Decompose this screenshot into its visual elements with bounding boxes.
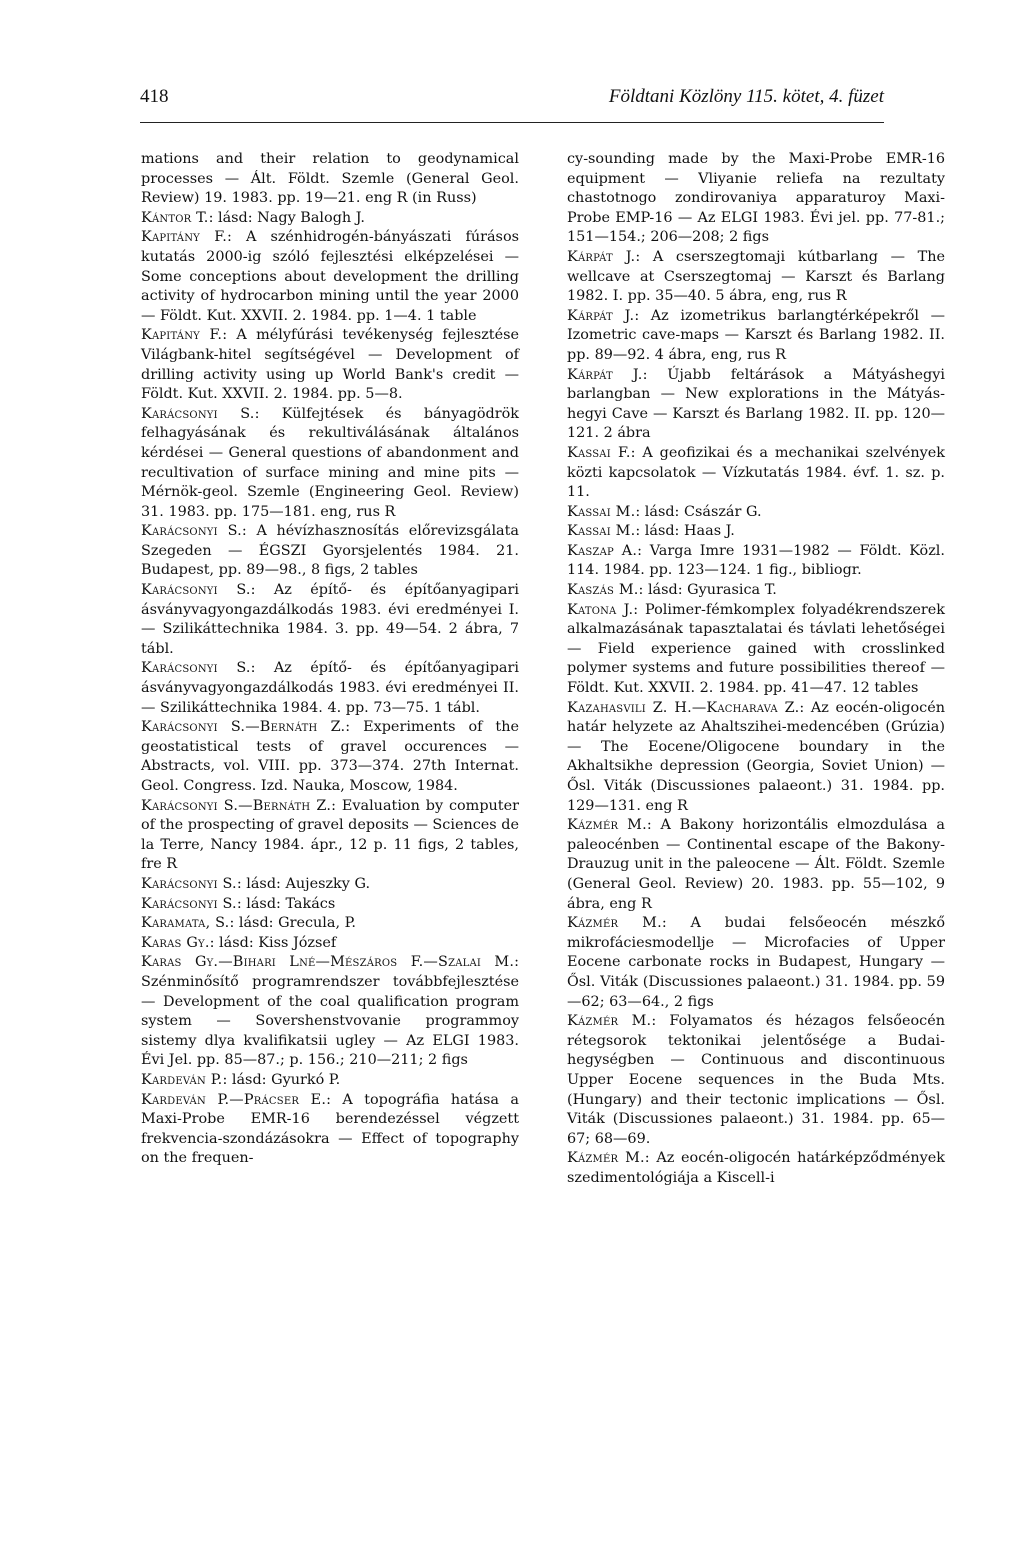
bibliography-entry [567,248,945,307]
bibliography-entry [567,601,945,699]
page-number: 418 [140,86,169,107]
bibliography-entry [567,1149,945,1188]
entry-text: : lásd: Nagy Balogh J. [208,209,365,226]
bibliography-entry [141,1071,519,1091]
running-title: Földtani Közlöny 115. kötet, 4. füzet [608,86,884,107]
entry-author: Karácsonyi S.—Bernáth Z. [141,719,346,736]
bibliography-entry [141,326,519,404]
entry-author: Kassai M. [567,523,636,540]
entry-text: : Az eocén-oligocén határ helyzete az Ahaltszihei-medencében (Grúzia) — The Eocene/Oligocene boundary in the Akhaltsikhe depression (Georgia, Soviet Union) — Ősl. Viták (Discussiones palaeont.) 31. 1984. pp. 129—131. eng R [567,699,945,814]
entry-text: : Újabb feltárások a Mátyáshegyi barlangban — New explorations in the Mátyás-hegyi Cave — Karszt és Barlang 1982. II. pp. 120—121. 2 ábra [567,366,946,442]
bibliography-entry [567,914,945,1012]
entry-author: Karácsonyi S. [141,405,255,422]
entry-text: : Polimer-fémkomplex folyadékrendszerek alkalmazásának tapasztalatai és távlati lehetőségei — Field experience gained with crosslinked polymer systems and future possibilities thereof — Földt. Kut. XXVII. 2. 1984. pp. 41—47. 12 tables [567,601,946,697]
bibliography-entry [141,209,519,229]
entry-text: : lásd: Aujeszky G. [236,875,371,892]
entry-author: Katona J. [567,601,634,618]
entry-text: : Az építő- és építőanyagipari ásványvagyongazdálkodás 1983. évi eredményei II. — Szilikáttechnika 1984. 4. pp. 73—75. 1 tábl. [141,660,519,716]
bibliography-entry [141,659,519,718]
entry-author: Karas Gy. [141,934,210,951]
bibliography-entry [567,366,945,444]
bibliography-entry [141,797,519,875]
entry-text: : lásd: Haas J. [635,523,735,540]
entry-author: Kaszás M. [567,582,639,599]
entry-author: Kázmér M. [567,1013,652,1030]
bibliography-entry [141,150,519,209]
bibliography-entry [567,542,945,581]
entry-text: : lásd: Császár G. [635,503,762,520]
bibliography-entry [567,1012,945,1149]
bibliography-entry [141,914,519,934]
entry-author: Kázmér M. [567,1150,645,1167]
entry-author: Karácsonyi S. [141,582,251,599]
entry-text: : A hévízhasznosítás előrevizsgálata Szegeden — ÉGSZI Gyorsjelentés 1984. 21. Budapest, pp. 89—98., 8 figs, 2 tables [141,523,519,579]
entry-text: : Evaluation by computer of the prospecting of gravel deposits — Sciences de la Terre, Nancy 1984. ápr., 12 p. 11 figs, 2 tables, fre R [141,797,520,873]
entry-author: Kázmér M. [567,817,647,834]
bibliography-entry [567,503,945,523]
bibliography-entry [567,522,945,542]
bibliography-entry [141,953,519,1071]
entry-text: : A Bakony horizontális elmozdulása a paleocénben — Continental escape of the Bakony-Drauzug unit in the paleocene — Ált. Földt. Szemle (General Geol. Review) 20. 1983. pp. 55—102, 9 ábra, eng R [567,817,945,912]
entry-text: : Az építő- és építőanyagipari ásványvagyongazdálkodás 1983. évi eredményei I. — Szilikáttechnika 1984. 3. pp. 49—54. 2 ábra, 7 tábl. [141,582,519,657]
entry-author: Karácsonyi S. [141,523,242,540]
entry-text: : Folyamatos és hézagos felsőeocén rétegsorok tektonikai jelentősége a Budai-hegységben — Continuous and discontinuous Upper Eocene sequences in the Buda Mts. (Hungary) and their tectonic implications — Ősl. Viták (Discussiones palaeont.) 31. 1984. pp. 65—67; 68—69. [567,1013,945,1147]
bibliography-entry [567,699,945,817]
entry-author: Kapitány F. [141,229,227,246]
bibliography-entry [567,581,945,601]
entry-text: : lásd: Gyurasica T. [638,582,777,599]
entry-text: : Az izometrikus barlangtérképekről — Izometric cave-maps — Karszt és Barlang 1982. II. pp. 89—92. 4 ábra, eng, rus R [567,307,945,363]
entry-text: : lásd: Gyurkó P. [222,1071,341,1088]
bibliography-entry [141,1091,519,1169]
entry-text: : lásd: Grecula, P. [229,915,356,932]
entry-author: Kázmér M. [567,915,662,932]
entry-author: Karácsonyi S. [141,895,237,912]
entry-author: Kaszap A. [567,542,638,559]
entry-text: : A szénhidrogén-bányászati fúrásos kutatás 2000-ig szóló fejlesztési elképzelései — Some conceptions about development the drilling activity of hydrocarbon mining until the year 2000 — Földt. Kut. XXVII. 2. 1984. pp. 1—4. 1 table [141,229,519,324]
entry-author: Karácsonyi S. [141,875,237,892]
entry-text: : Az eocén-oligocén határképződmények szedimentológiája a Kiscell-i [567,1150,945,1186]
bibliography-entry [141,934,519,954]
entry-author: Karamata, S. [141,915,230,932]
entry-author: Kárpát J. [567,307,635,324]
bibliography-entry [567,150,945,248]
bibliography-entry [567,816,945,914]
bibliography-entry [141,895,519,915]
entry-author: Kardeván P. [141,1071,223,1088]
entry-author: Karas Gy.—Bihari Lné—Mészáros F.—Szalai M. [141,954,515,971]
entry-author: Kárpát J. [567,248,636,265]
entry-text: : Varga Imre 1931—1982 — Földt. Közl. 114. 1984. pp. 123—124. 1 fig., bibliogr. [567,542,945,579]
entry-text: : Külfejtések és bányagödrök felhagyásának és rekultiválásának általános kérdései — General questions of abandonment and recultivation of surface mining and mine pits — Mérnök-geol. Szemle (Engineering Geol. Review) 31. 1983. pp. 175—181. eng, rus R [141,405,520,520]
entry-text: : A cserszegtomaji kútbarlang — The wellcave at Cserszegtomaj — Karszt és Barlang 1982. I. pp. 35—40. 5 ábra, eng, rus R [567,248,945,305]
bibliography-entry [141,581,519,659]
right-column [567,150,945,1188]
entry-text: : A budai felsőeocén mészkő mikrofáciesmodellje — Microfacies of Upper Eocene carbonate rocks in Budapest, Hungary — Ősl. Viták (Discussiones palaeont.) 31. 1984. pp. 59—62; 63—64., 2 figs [567,915,945,1010]
left-column [141,150,519,1169]
bibliography-entry [141,522,519,581]
entry-author: Kapitány F. [141,327,223,344]
entry-author: Kassai F. [567,444,631,461]
entry-author: Karácsonyi S.—Bernáth Z. [141,797,332,814]
bibliography-entry [141,875,519,895]
bibliography-entry [567,307,945,366]
entry-text: : Experiments of the geostatistical tests of gravel occurences — Abstracts, vol. VIII. pp. 373—374. 27th Internat. Geol. Congress. Izd. Nauka, Moscow, 1984. [141,719,519,794]
entry-author: Kassai M. [567,503,636,520]
bibliography-entry [141,228,519,326]
entry-text: cy-sounding made by the Maxi-Probe EMR-16 equipment — Vliyanie reliefa na rezultaty chastotnogo zondirovaniya apparaturoy Maxi-Probe EMP-16 — Az ELGI 1983. Évi jel. pp. 77-81.; 151—154.; 206—208; 2 figs [567,151,945,246]
entry-text: mations and their relation to geodynamical processes — Ált. Földt. Szemle (General Geol. Review) 19. 1983. pp. 19—21. eng R (in Russ) [141,151,519,207]
entry-text: : A mélyfúrási tevékenység fejlesztése Világbank-hitel segítségével — Development of drilling activity using up World Bank's credit — Földt. Kut. XXVII. 2. 1984. pp. 5—8. [141,327,519,403]
entry-text: : A topográfia hatása a Maxi-Probe EMR-16 berendezéssel végzett frekvencia-szondázásokra — Effect of topography on the frequen- [141,1091,519,1167]
entry-author: Kárpát J. [567,366,643,383]
entry-text: : lásd: Takács [236,895,336,912]
page-header [140,86,884,123]
entry-author: Kántor T. [141,209,209,226]
entry-text: : A geofizikai és a mechanikai szelvények közti kapcsolatok — Vízkutatás 1984. évf. 1. sz. p. 11. [567,444,945,501]
entry-author: Kazahasvili Z. H.—Kacharava Z. [567,699,800,716]
entry-text: : Szénminősítő programrendszer továbbfejlesztése — Development of the coal qualification program system — Sovershenstvovanie programmoy sistemy dlya kvalifikatsii ugley — Az ELGI 1983. Évi Jel. pp. 85—87.; p. 156.; 210—211; 2 figs [141,954,519,1069]
entry-text: : lásd: Kiss József [209,934,337,951]
entry-author: Karácsonyi S. [141,660,251,677]
bibliography-entry [141,718,519,796]
bibliography-entry [141,405,519,523]
entry-author: Kardeván P.—Prácser E. [141,1091,327,1108]
bibliography-entry [567,444,945,503]
